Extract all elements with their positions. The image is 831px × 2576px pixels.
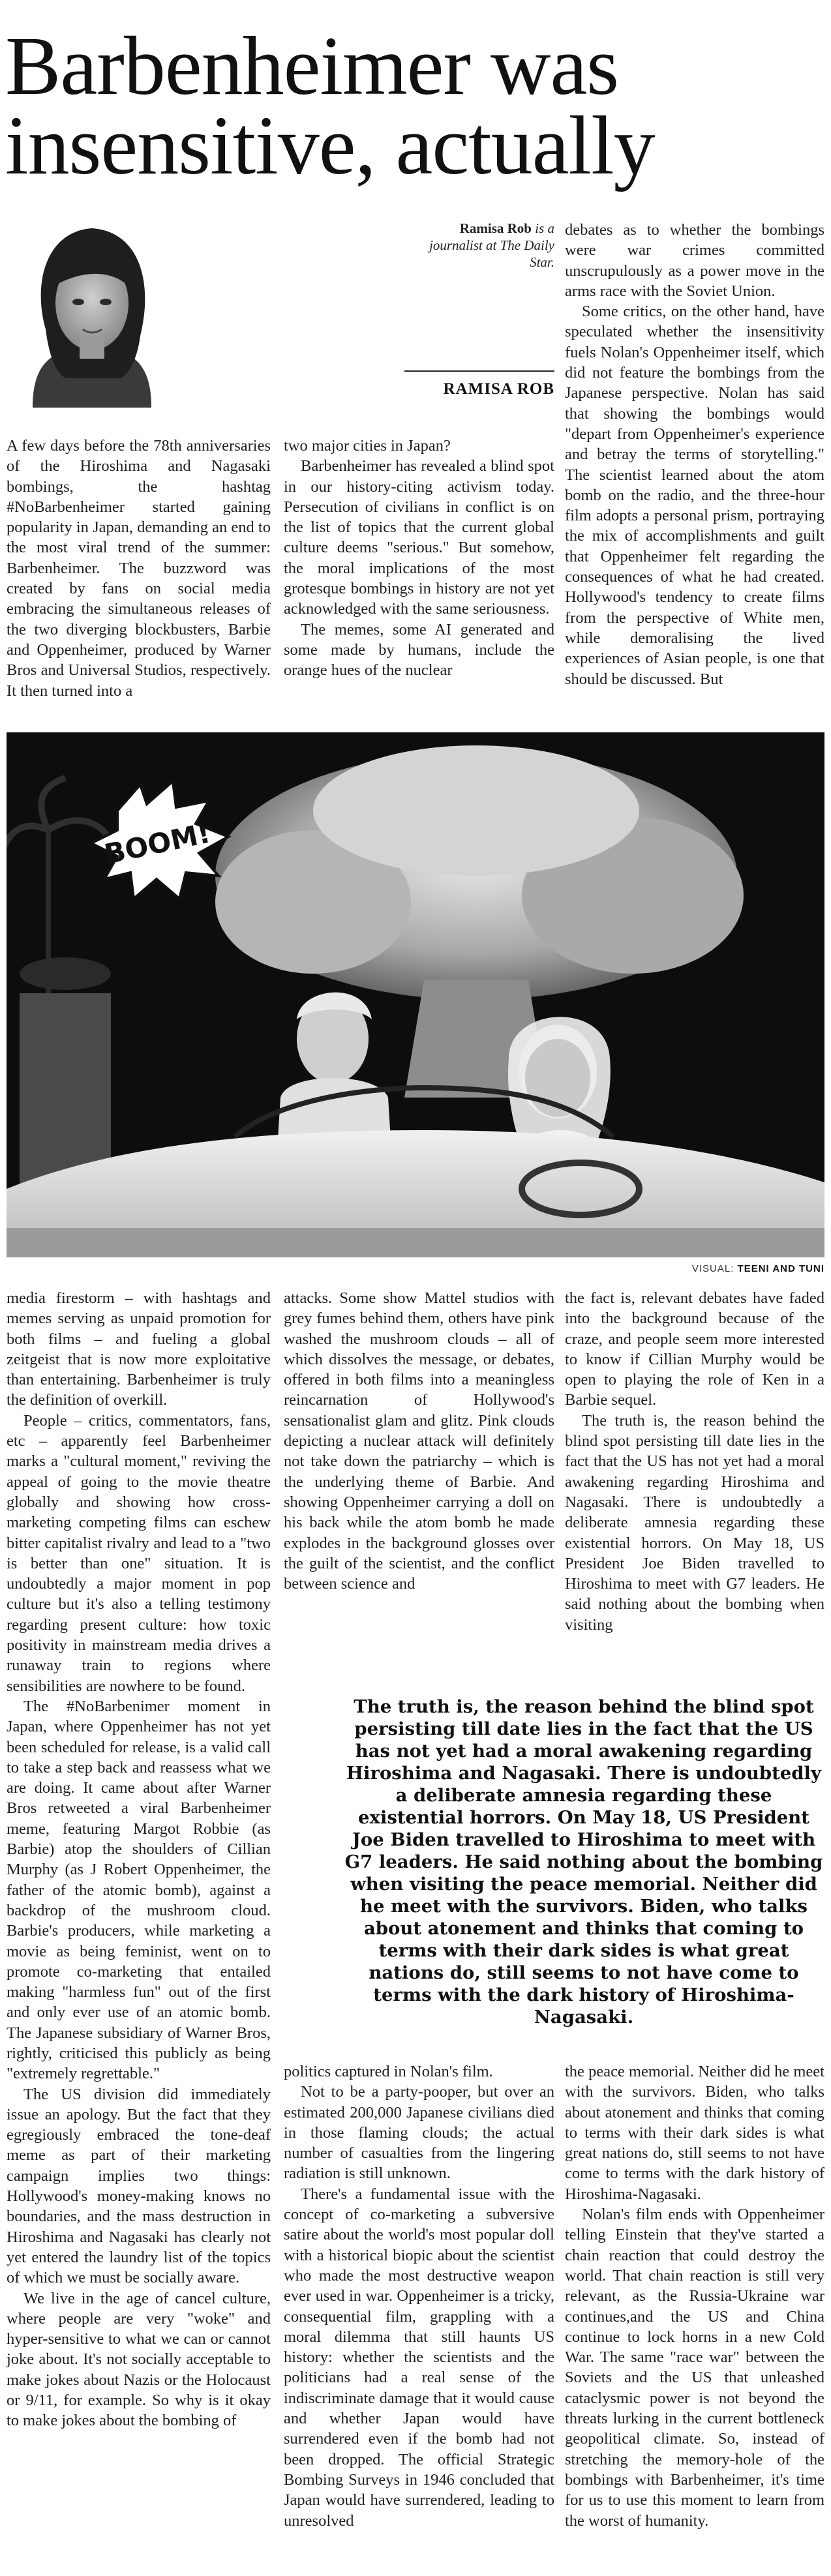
paragraph: The memes, some AI generated and some made by humans, include the orange hues of the nuclear [284,620,554,680]
paragraph: The #NoBarbenimer moment in Japan, where Oppenheimer has not yet been scheduled for release, is a valid call to take a step back and reassess what we are doing. It came about after Warner Bros retweeted a viral Barbenheimer meme, featuring Margot Robbie (as Barbie) atop the shoulders of Cillian Murphy (as J Robert Oppenheimer, the father of the atomic bomb), against a backdrop of the mushroom cloud. Barbie's producers, while marketing a movie as being feminist, went on to promote co-marketing that entailed making "harmless fun" out of the first and only ever use of an atomic bomb. The Japanese subsidiary of Warner Bros, rightly, criticised this publicly as being "extremely regrettable." [7,1697,271,2083]
byline: RAMISA ROB [443,380,554,398]
paragraph: Some critics, on the other hand, have speculated whether the insensitivity fuels Nolan's Oppenheimer itself, which did not feature the bombings from the Japanese perspective. Nolan has said that showing the bombings would "depart from Oppenheimer's experience and betray the terms of storytelling." The scientist learned about the atom bomb on the radio, and the three-hour film adopts a personal prism, portraying the mix of accomplishments and guilt that Oppenheimer felt regarding the consequences of what he had created. Hollywood's tendency to create films from the perspective of White men, while demoralising the lived experiences of Asian people, is one that should be discussed. But [565,303,824,688]
author-bio-text: is a journalist at [429,220,554,253]
paragraph: Nolan's film ends with Oppenheimer telling Einstein that they've started a chain reaction that could destroy the world. That chain reaction is still very relevant, as the Russia-Ukraine war continues,and the US and China continue to lock horns in a new Cold War. The same "race war" between the Soviets and the US that unleashed cataclysmic power is not beyond the threats lurking in the current bottleneck geopolitical climate. So, instead of stretching the memory-hole of the bombings with Barbenheimer, it's time for us to use this moment to learn from the worst of humanity. [565,2206,824,2530]
credit-name: TEENI AND TUNI [737,1263,824,1274]
bottom-column-3 [565,2061,824,2531]
paragraph: the peace memorial. Neither did he meet with the survivors. Biden, who talks about atonement and thinks that coming to terms with their dark sides is what great nations do, still seems to not have come to terms with the dark history of Hiroshima-Nagasaki. [565,2063,824,2203]
author-name: Ramisa Rob [459,220,532,236]
author-outlet: The Daily Star. [500,237,554,270]
paragraph: We live in the age of cancel culture, where people are very "woke" and hyper-sensitive to what we can or cannot joke about. It's not socially acceptable to make jokes about Nazis or the Holocaust or 9/11, for example. So why is it okay to make jokes about the bombing of [7,2289,271,2430]
boom-text: BOOM! [101,816,213,871]
paragraph: attacks. Some show Mattel studios with grey fumes behind them, others have pink washed the mushroom clouds – all of which dissolves the message, or debates, offered in both films into a meaningless reincarnation of Hollywood's sensationalist glam and glitz. Pink clouds depicting a nuclear attack will definitely not take down the patriarchy – which is the underlying theme of Barbie. And showing Oppenheimer carrying a doll on his back while the atom bomb he made explodes in the background glosses over the guilt of the scientist, and the conflict between science and [284,1289,554,1593]
top-column-1 [7,436,271,701]
middle-column-2 [284,1288,554,1594]
author-bio [404,220,554,271]
paragraph: two major cities in Japan? [284,437,451,455]
image-credit [522,1263,824,1274]
pull-quote: The truth is, the reason behind the blind spot persisting till date lies in the fact that the US has not yet had a moral awakening regarding Hiroshima and Nagasaki. There is undoubtedly a deliberate amnesia regarding these existential horrors. On May 18, US President Joe Biden travelled to Hiroshima to meet with G7 leaders. He said nothing about the bombing when visiting the peace memorial. Neither did he meet with the survivors. Biden, who talks about atonement and thinks that coming to terms with their dark sides is what great nations do, still seems to not have come to terms with the dark history of Hiroshima-Nagasaki. [344,1696,823,2028]
headline-line-2: insensitive, actually [5,99,655,192]
paragraph: Barbenheimer has revealed a blind spot in our history-citing activism today. Persecution of civilians in conflict is on the list of topics that the current global culture deems "serious." But somehow, the moral implications of the most grotesque bombings in history are not yet acknowledged with the same seriousness. [284,457,554,618]
credit-label: VISUAL: [691,1263,734,1274]
headline-line-1: Barbenheimer was [5,20,619,112]
paragraph: The truth is, the reason behind the blind spot persisting till date lies in the fact that the US has not yet had a moral awakening regarding Hiroshima and Nagasaki. There is undoubtedly a deliberate amnesia regarding these existential horrors. On May 18, US President Joe Biden travelled to Hiroshima to meet with G7 leaders. He said nothing about the bombing when visiting [565,1411,824,1634]
paragraph: Not to be a party-pooper, but over an estimated 200,000 Japanese civilians died in those flaming clouds; the actual number of casualties from the lingering radiation is still unknown. [284,2083,554,2183]
paragraph: A few days before the 78th anniversaries of the Hiroshima and Nagasaki bombings, the hashtag #NoBarbenheimer started gaining popularity in Japan, demanding an end to the most viral trend of the summer: Barbenheimer. The buzzword was created by fans on social media embracing the simultaneous releases of the two diverging blockbusters, Barbie and Oppenheimer, produced by Warner Bros and Universal Studios, respectively. It then turned into a [7,437,271,700]
paragraph: There's a fundamental issue with the concept of co-marketing a subversive satire about the world's most popular doll with a historical biopic about the scientist who made the most destructive weapon ever used in war. Oppenheimer is a tricky, consequential film, grappling with a moral dilemma that still haunts US history: whether the scientists and the politicians had a real sense of the indiscriminate damage that it would cause and whether Japan would have surrendered even if the bomb had not been dropped. The official Strategic Bombing Surveys in 1946 concluded that Japan would have surrendered, leading to unresolved [284,2185,554,2530]
middle-column-3 [565,1288,824,1635]
barbenheimer-illustration [7,732,824,1257]
byline-rule [404,370,554,372]
paragraph: politics captured in Nolan's film. [284,2063,493,2080]
middle-column-1 [7,1288,271,2431]
bottom-column-2 [284,2061,554,2531]
headline [5,20,814,192]
author-portrait [7,212,177,408]
top-column-3 [565,220,824,689]
paragraph: debates as to whether the bombings were war crimes committed unscrupulously as a power move in the arms race with the Soviet Union. [565,221,824,300]
top-column-2 [284,436,554,681]
paragraph: the fact is, relevant debates have faded into the background because of the craze, and people seem more interested to know if Cillian Murphy would be open to playing the role of Ken in a Barbie sequel. [565,1289,824,1409]
paragraph: media firestorm – with hashtags and memes serving as unpaid promotion for both films – and fueling a global zeitgeist that is now more exploitative than entertaining. Barbenheimer is truly the definition of overkill. [7,1289,271,1409]
paragraph: People – critics, commentators, fans, etc – apparently feel Barbenheimer marks a "cultural moment," reviving the appeal of going to the movie theatre globally and showing how cross-marketing competing films can eschew bitter capitalist rivalry and lead to a "two is better than one" situation. It is undoubtedly a major moment in pop culture but it's also a telling testimony regarding present culture: how toxic positivity in mainstream media drives a runaway train to regions where sensibilities are nowhere to be found. [7,1411,271,1695]
paragraph: The US division did immediately issue an apology. But the fact that they egregiously embraced the tone-deaf meme as part of their marketing campaign implies two things: Hollywood's money-making knows no boundaries, and the mass destruction in Hiroshima and Nagasaki has clearly not yet entered the laundry list of the topics of which we must be socially aware. [7,2085,271,2287]
